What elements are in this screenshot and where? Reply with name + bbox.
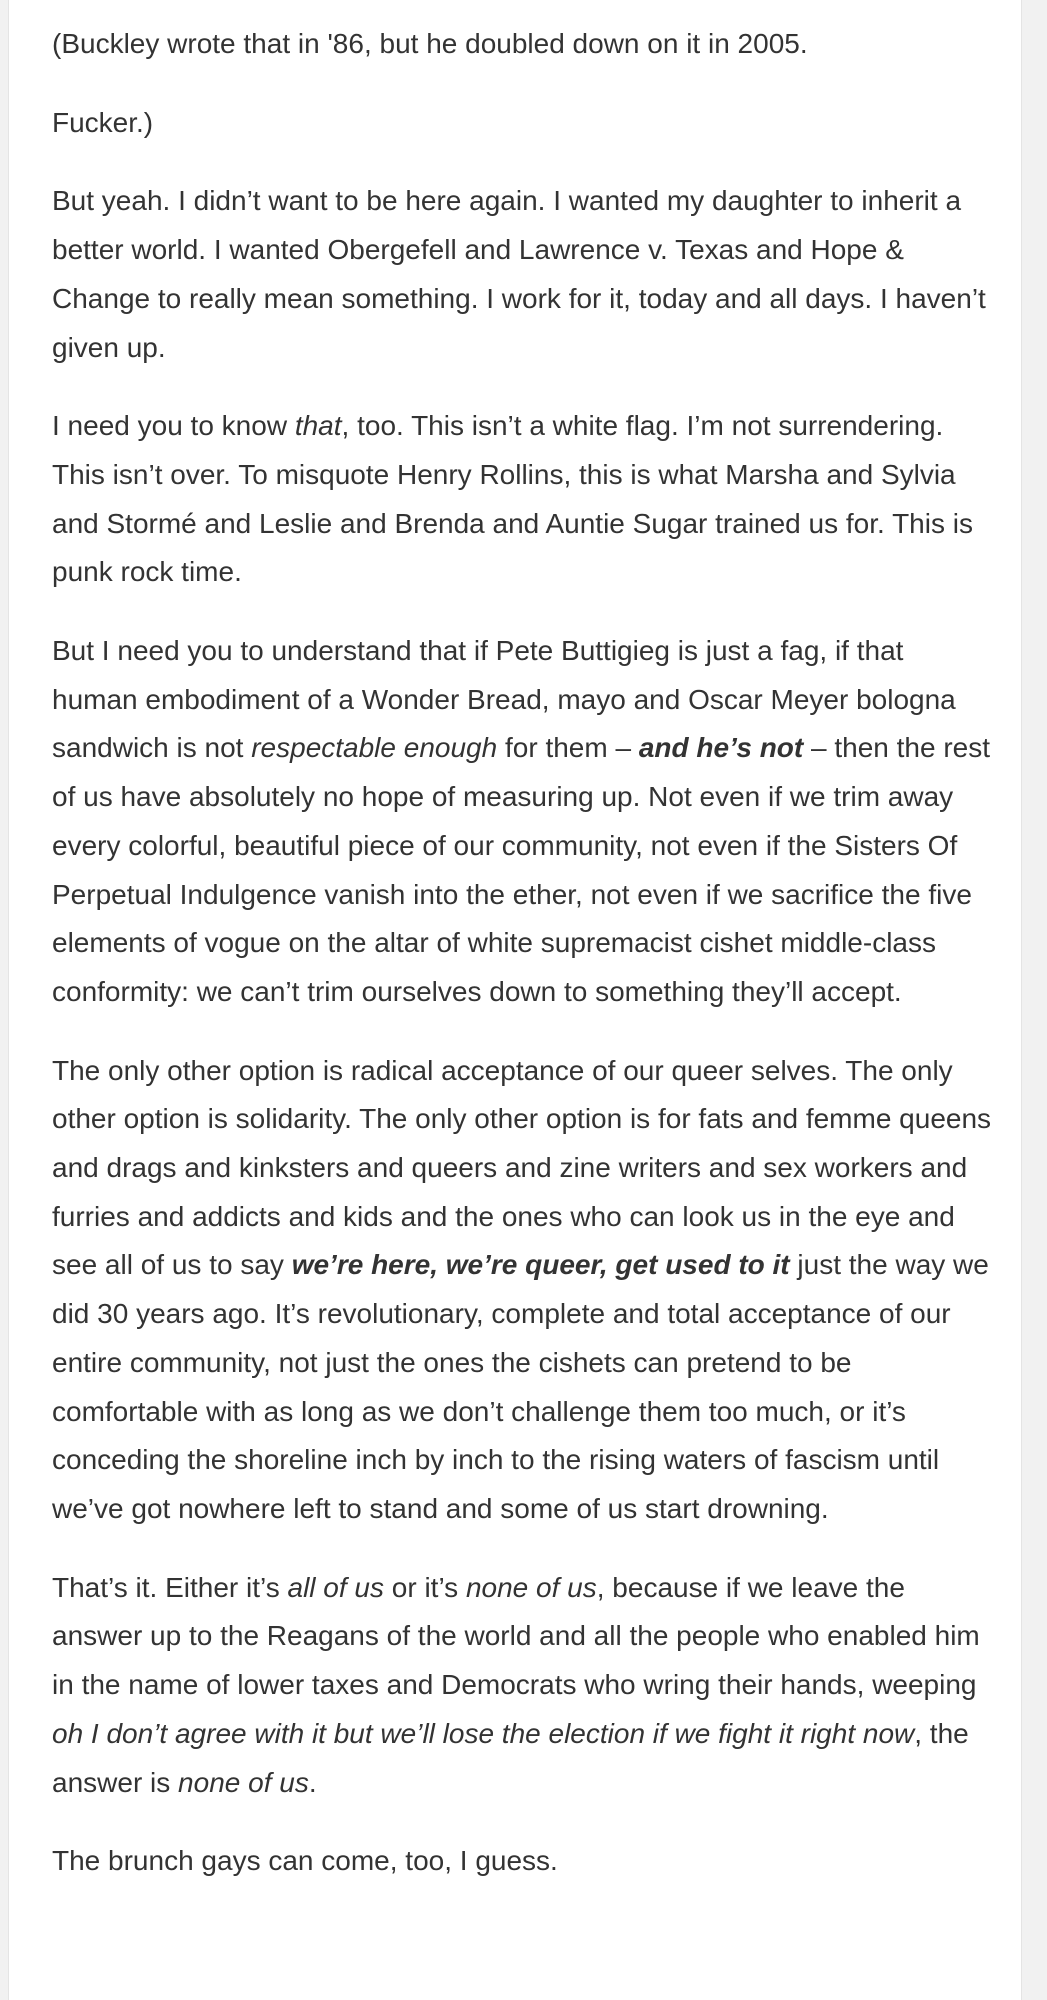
paragraph-7-text: That’s it. Either it’s <box>52 1571 288 1603</box>
paragraph-7-text: or it’s <box>384 1571 466 1603</box>
paragraph-7-emphasis: all of us <box>287 1571 384 1603</box>
paragraph-6-strong-emphasis: we’re here, we’re queer, get used to it <box>291 1249 790 1281</box>
paragraph-7-text: , because if we leave the answer up to the Reagans of the world and all the people who enabled him in the name of lower taxes and Democrats who wring their hands, weeping <box>52 1571 980 1701</box>
paragraph-5-emphasis: respectable enough <box>251 732 498 764</box>
paragraph-7-emphasis: oh I don’t agree with it but we’ll lose the election if we fight it right now <box>52 1717 915 1749</box>
paragraph-5-text: – then the rest of us have absolutely no hope of measuring up. Not even if we trim away every colorful, beautiful piece of our community, not even if the Sisters Of Perpetual Indulgence vanish into the ether, not even if we sacrifice the five elements of vogue on the altar of white supremacist cishet middle-class conformity: we can’t trim ourselves down to something they’ll accept. <box>52 732 991 1007</box>
paragraph-5 <box>52 627 992 1017</box>
paragraph-3: But yeah. I didn’t want to be here again. I wanted my daughter to inherit a better world. I wanted Obergefell and Lawrence v. Texas and Hope & Change to really mean something. I work for it, today and all days. I haven’t given up. <box>52 185 986 363</box>
paragraph-5-text: for them – <box>497 732 639 764</box>
paragraph-4-text: I need you to know <box>52 410 295 442</box>
paragraph-6-text: just the way we did 30 years ago. It’s revolutionary, complete and total acceptance of our entire community, not just the ones the cishets can pretend to be comfortable with as long as we don’t challenge them too much, or it’s conceding the shoreline inch by inch to the rising waters of fascism until we’ve got nowhere left to stand and some of us start drowning. <box>52 1249 989 1524</box>
paragraph-4 <box>52 402 992 597</box>
article-page <box>8 0 1022 2000</box>
paragraph-7 <box>52 1564 992 1808</box>
paragraph-6-text: The only other option is radical acceptance of our queer selves. The only other option is solidarity. The only other option is for fats and femme queens and drags and kinksters and queers and zine writers and sex workers and furries and addicts and kids and the ones who can look us in the eye and see all of us to say <box>52 1054 992 1281</box>
paragraph-5-text: But I need you to understand that if Pete Buttigieg is just a fag, if that human embodiment of a Wonder Bread, mayo and Oscar Meyer bologna sandwich is not <box>52 635 956 764</box>
paragraph-4-emphasis: that <box>294 410 342 442</box>
paragraph-4-text: , too. This isn’t a white flag. I’m not surrendering. This isn’t over. To misquote Henry Rollins, this is what Marsha and Sylvia and Stormé and Leslie and Brenda and Auntie Sugar trained us for. This is punk rock time. <box>52 410 973 588</box>
paragraph-1: (Buckley wrote that in '86, but he doubled down on it in 2005. <box>52 28 808 59</box>
paragraph-7-text: , the answer is <box>52 1717 969 1798</box>
paragraph-6 <box>52 1047 992 1534</box>
paragraph-8: The brunch gays can come, too, I guess. <box>52 1845 558 1877</box>
paragraph-2: Fucker.) <box>52 106 154 138</box>
paragraph-7-emphasis: none of us <box>178 1766 309 1798</box>
article-body <box>52 20 992 1916</box>
paragraph-7-text: . <box>308 1766 317 1798</box>
paragraph-7-emphasis: none of us <box>465 1571 597 1603</box>
paragraph-5-strong-emphasis: and he’s not <box>638 732 804 764</box>
